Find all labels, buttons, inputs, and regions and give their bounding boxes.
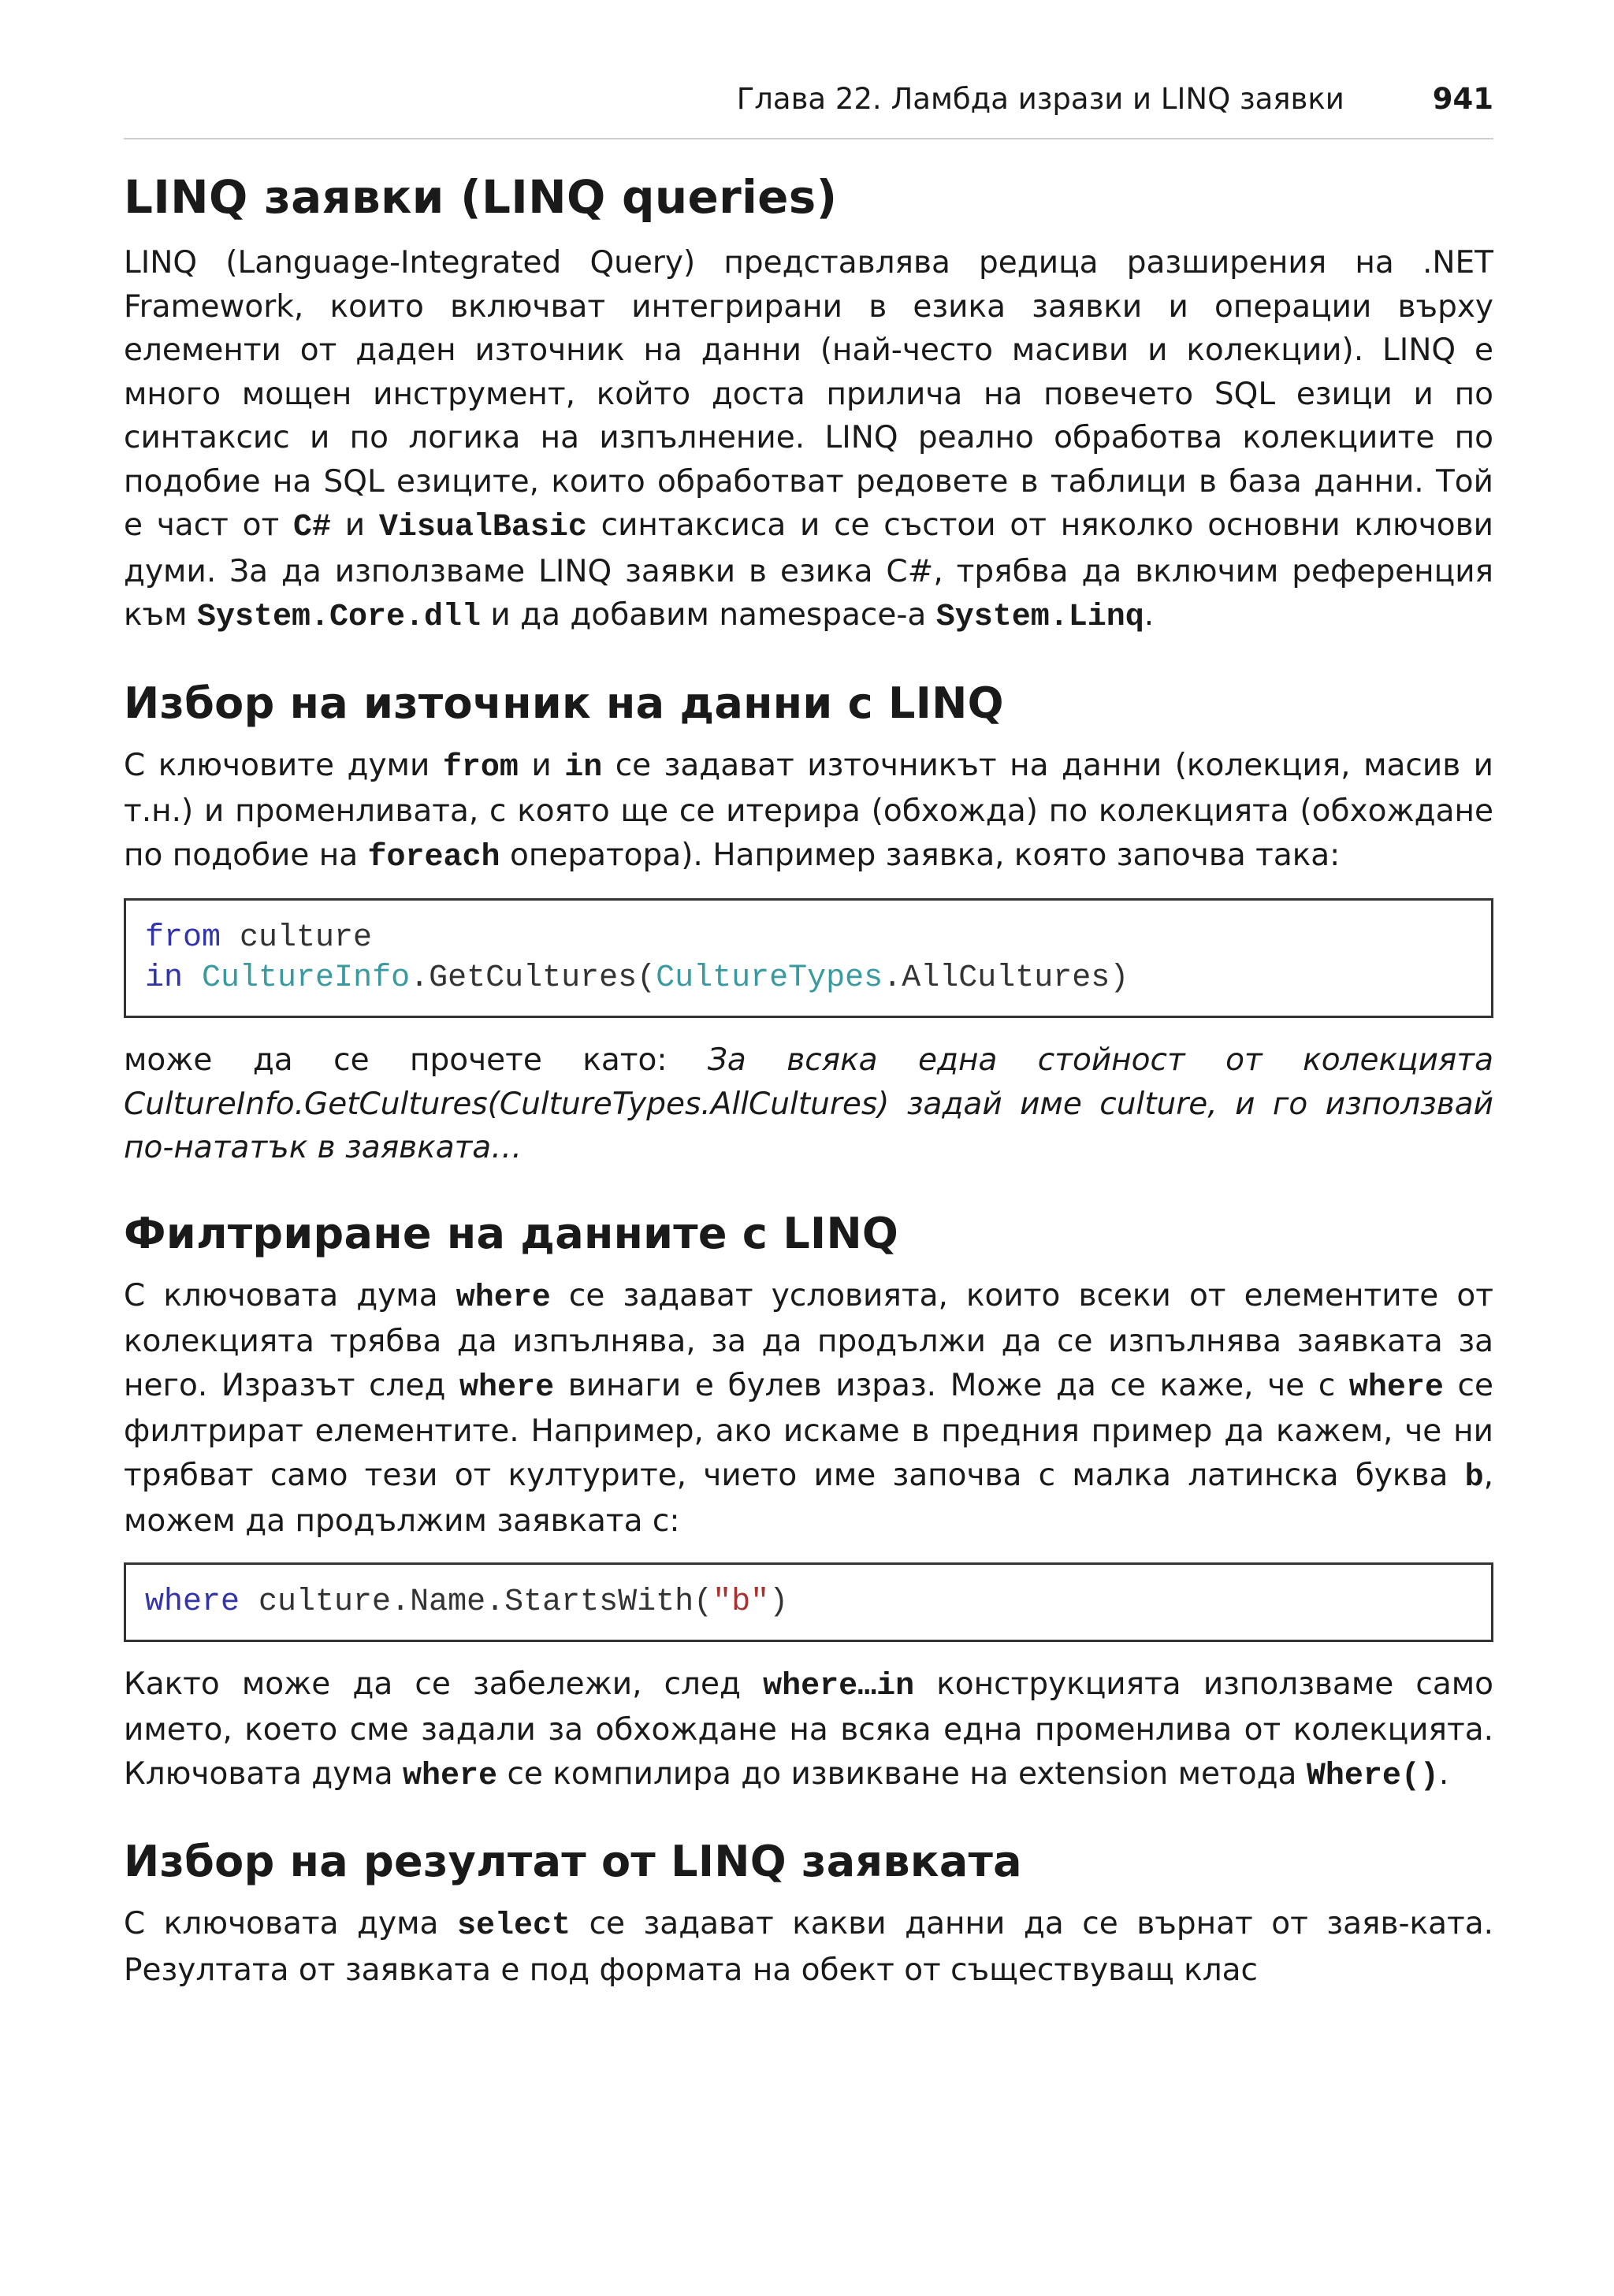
running-header xyxy=(124,82,1493,116)
text-run: конструкцията използваме само името, което сме задали за обхождане на всяка една променлива от колекцията. Ключовата дума xyxy=(124,1666,1493,1792)
text-run: . xyxy=(1438,1755,1449,1792)
paragraph-from-in xyxy=(124,744,1493,880)
running-title: Глава 22. Ламбда изрази и LINQ заявки xyxy=(736,82,1344,116)
paragraph-where-explained xyxy=(124,1663,1493,1799)
text-run: синтаксиса и се състои от няколко основни ключови думи. За да използваме LINQ заявки в езика C#, трябва да включим референция към xyxy=(124,507,1493,633)
text-run: винаги е булев израз. Може да се каже, че с xyxy=(554,1367,1349,1403)
code-block-where xyxy=(124,1562,1493,1642)
code-text: .AllCultures) xyxy=(883,960,1129,996)
inline-code: where xyxy=(459,1369,555,1406)
code-keyword: in xyxy=(145,960,184,996)
inline-code: System.Linq xyxy=(935,600,1144,635)
paragraph-linq-intro xyxy=(124,241,1493,640)
text-run: , можем да продължим заявката с: xyxy=(124,1457,1493,1539)
inline-code: from xyxy=(442,749,519,786)
inline-code: where xyxy=(456,1280,551,1316)
section-title-linq-queries: LINQ заявки (LINQ queries) xyxy=(124,170,838,224)
text-run: и xyxy=(518,747,565,783)
italic-explanation: За всяка една стойност от колекцията CultureInfo.GetCultures(CultureTypes.AllCultures) задай име culture, и го използвай по-нататък в заявката… xyxy=(124,1042,1493,1165)
text-run: Както може да се забележи, след xyxy=(124,1666,764,1702)
text-run: С ключовата дума xyxy=(124,1906,457,1941)
inline-code: in xyxy=(564,749,603,786)
section-title-data-source: Избор на източник на данни с LINQ xyxy=(124,678,1004,728)
code-text: ) xyxy=(769,1584,789,1620)
code-keyword: where xyxy=(145,1584,240,1620)
code-string: "b" xyxy=(712,1584,770,1620)
text-run: се задават условията, които всеки от елементите от колекцията трябва да изпълнява, за да продължи да се изпълнява заявката за него. Изразът след xyxy=(124,1277,1493,1403)
header-divider xyxy=(124,138,1493,139)
text-run: се задават източникът на данни (колекция, масив и т.н.) и променливата, с която ще се итерира (обхожда) по колекцията (обхождане по подобие на xyxy=(124,747,1494,873)
inline-code: where…in xyxy=(763,1668,915,1704)
inline-code: VisualBasic xyxy=(378,510,587,545)
text-run: се компилира до извикване на extension метода xyxy=(497,1755,1307,1792)
text-run: LINQ (Language-Integrated Query) представлява редица разширения на .NET Framework, които включват интегрирани в езика заявки и операции върху елементи от даден източник на данни (най-често масиви и колекции). LINQ е много мощен инструмент, който доста прилича на повечето SQL езици и по синтаксис и по логика на изпълнение. LINQ реално обработва колекциите по подобие на SQL езиците, които обработват редовете в таблици в база данни. Той е част от xyxy=(124,245,1493,543)
inline-code: b xyxy=(1464,1459,1484,1495)
inline-code: where xyxy=(403,1758,498,1794)
inline-code: select xyxy=(456,1908,571,1944)
text-run: С ключовите думи xyxy=(124,747,443,783)
section-title-select: Избор на резултат от LINQ заявката xyxy=(124,1837,1022,1886)
code-keyword: from xyxy=(145,920,221,956)
inline-code: Where() xyxy=(1306,1758,1439,1794)
code-text: culture xyxy=(221,920,373,956)
text-run: оператора). Например заявка, която започва така: xyxy=(500,837,1341,873)
page-content xyxy=(124,169,1493,1992)
text-run: . xyxy=(1144,597,1155,633)
text-run: С ключовата дума xyxy=(124,1277,456,1313)
section-title-filtering: Филтриране на данните с LINQ xyxy=(124,1208,899,1258)
inline-code: where xyxy=(1348,1369,1444,1406)
paragraph-read-as xyxy=(124,1038,1493,1170)
paragraph-where xyxy=(124,1274,1493,1544)
code-text: .GetCultures( xyxy=(410,960,656,996)
text-run: и xyxy=(330,507,379,543)
code-text: culture.Name.StartsWith( xyxy=(240,1584,713,1620)
code-type: CultureTypes xyxy=(656,960,883,996)
code-block-from-in xyxy=(124,898,1493,1018)
code-type: CultureInfo xyxy=(202,960,411,996)
text-run: се филтрират елементите. Например, ако искаме в предния пример да кажем, че ни трябват само тези от културите, чието име започва с малка латинска буква xyxy=(124,1367,1493,1493)
inline-code: foreach xyxy=(367,839,500,875)
paragraph-select xyxy=(124,1902,1493,1992)
text-run: и да добавим namespace-а xyxy=(481,597,936,633)
inline-code: System.Core.dll xyxy=(196,600,481,635)
page-number: 941 xyxy=(1432,82,1493,116)
text-run: може да се прочете като: xyxy=(124,1042,708,1078)
inline-code: C# xyxy=(292,510,331,545)
text-run: се задават какви данни да се върнат от заяв-ката. Резултата от заявката е под формата на обект от съществуващ клас xyxy=(124,1906,1493,1988)
